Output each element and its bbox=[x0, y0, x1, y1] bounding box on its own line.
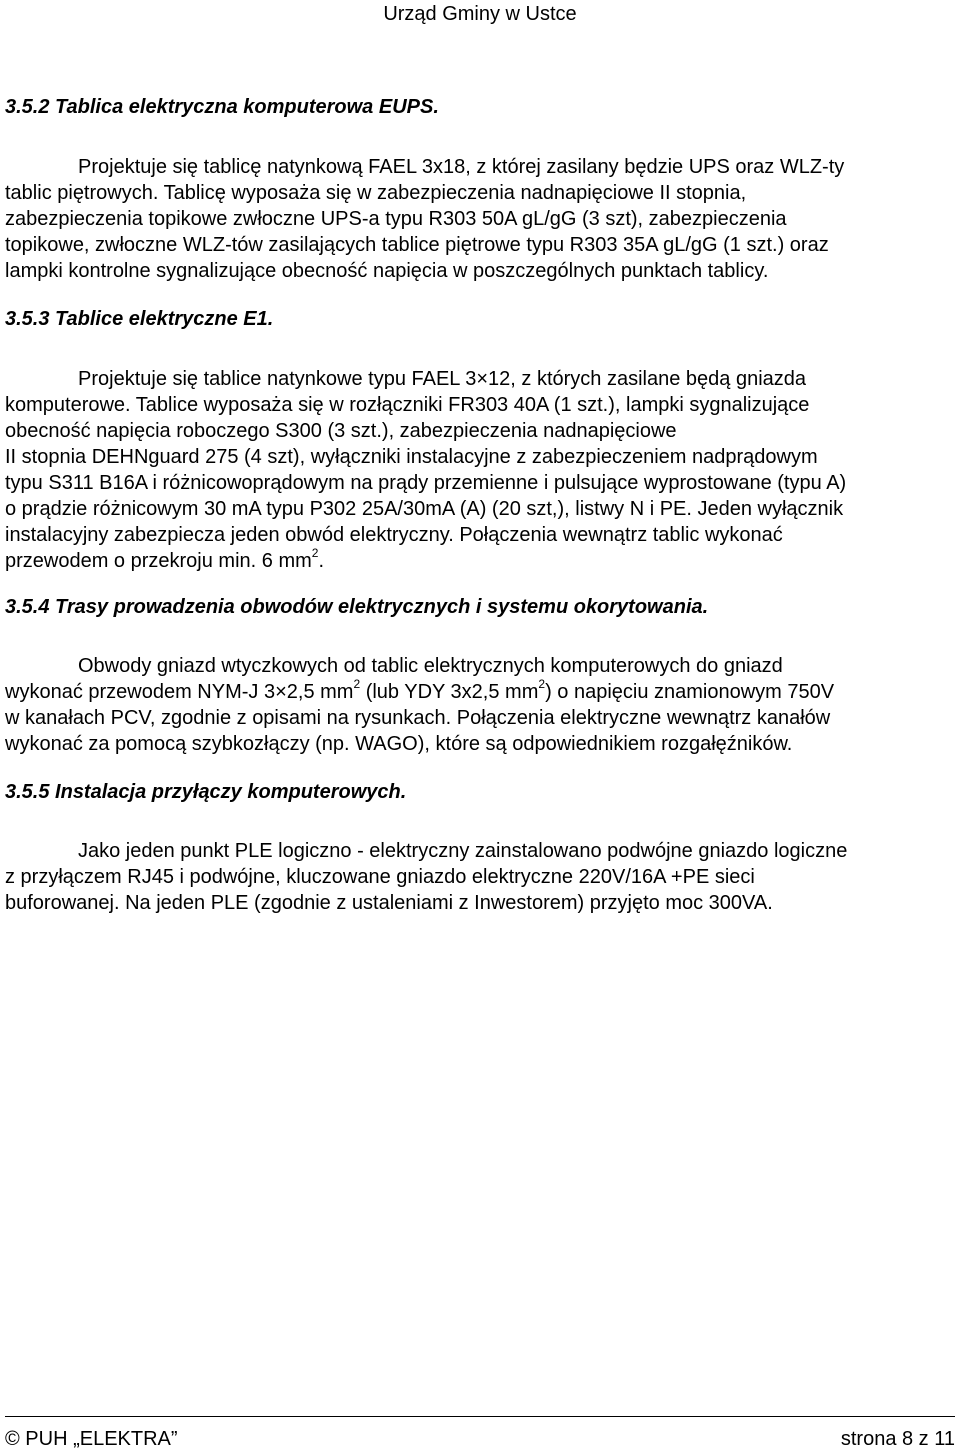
superscript: 2 bbox=[311, 546, 319, 561]
line-text: ) o napięciu znamionowym 750V bbox=[545, 681, 835, 703]
paragraph-line bbox=[5, 548, 955, 574]
paragraph-line: Jako jeden punkt PLE logiczno - elektryczny zainstalowano podwójne gniazdo logiczne bbox=[78, 840, 848, 862]
page-footer bbox=[5, 1416, 955, 1450]
paragraph-line: Projektuje się tablicę natynkową FAEL 3x18, z której zasilany będzie UPS oraz WLZ-ty bbox=[78, 156, 845, 178]
superscript: 2 bbox=[353, 677, 361, 692]
paragraph-3-5-3 bbox=[5, 366, 955, 574]
paragraph-line: buforowanej. Na jeden PLE (zgodnie z ustaleniami z Inwestorem) przyjęto moc 300VA. bbox=[5, 892, 773, 914]
line-end: . bbox=[318, 550, 325, 572]
paragraph-line: z przyłączem RJ45 i podwójne, kluczowane gniazdo elektryczne 220V/16A +PE sieci bbox=[5, 866, 755, 888]
paragraph-line bbox=[5, 679, 955, 705]
paragraph-line: tablic piętrowych. Tablicę wyposaża się w zabezpieczenia nadnapięciowe II stopnia, bbox=[5, 182, 747, 204]
section-heading-3-5-4: 3.5.4 Trasy prowadzenia obwodów elektrycznych i systemu okorytowania. bbox=[5, 596, 709, 618]
paragraph-3-5-5 bbox=[5, 838, 955, 916]
paragraph-line: obecność napięcia roboczego S300 (3 szt.), zabezpieczenia nadnapięciowe bbox=[5, 420, 677, 442]
paragraph-line: instalacyjny zabezpiecza jeden obwód elektryczny. Połączenia wewnątrz tablic wykonać bbox=[5, 524, 783, 546]
paragraph-line: o prądzie różnicowym 30 mA typu P302 25A/30mA (A) (20 szt,), listwy N i PE. Jeden wyłącznik bbox=[5, 498, 844, 520]
paragraph-line: komputerowe. Tablice wyposaża się w rozłączniki FR303 40A (1 szt.), lampki sygnalizujące bbox=[5, 394, 810, 416]
superscript: 2 bbox=[538, 677, 546, 692]
section-heading-3-5-2: 3.5.2 Tablica elektryczna komputerowa EUPS. bbox=[5, 96, 439, 118]
paragraph-3-5-2 bbox=[5, 154, 955, 284]
paragraph-line: Projektuje się tablice natynkowe typu FAEL 3×12, z których zasilane będą gniazda bbox=[78, 368, 807, 390]
page-header: Urząd Gminy w Ustce bbox=[383, 3, 577, 25]
paragraph-line: II stopnia DEHNguard 275 (4 szt), wyłączniki instalacyjne z zabezpieczeniem nadprądowym bbox=[5, 446, 818, 468]
line-text: przewodem o przekroju min. 6 mm bbox=[5, 550, 312, 572]
line-text: wykonać przewodem NYM-J 3×2,5 mm bbox=[5, 681, 354, 703]
section-heading-3-5-3: 3.5.3 Tablice elektryczne E1. bbox=[5, 308, 274, 330]
footer-copyright: © PUH „ELEKTRA” bbox=[5, 1428, 178, 1450]
paragraph-line: topikowe, zwłoczne WLZ-tów zasilających tablice piętrowe typu R303 35A gL/gG (1 szt.) oraz bbox=[5, 234, 829, 256]
paragraph-line: Obwody gniazd wtyczkowych od tablic elektrycznych komputerowych do gniazd bbox=[78, 655, 783, 677]
paragraph-line: lampki kontrolne sygnalizujące obecność napięcia w poszczególnych punktach tablicy. bbox=[5, 260, 769, 282]
paragraph-line: typu S311 B16A i różnicowoprądowym na prądy przemienne i pulsujące wyprostowane (typu A) bbox=[5, 472, 847, 494]
paragraph-3-5-4 bbox=[5, 653, 955, 757]
paragraph-line: w kanałach PCV, zgodnie z opisami na rysunkach. Połączenia elektryczne wewnątrz kanałów bbox=[5, 707, 831, 729]
paragraph-line: zabezpieczenia topikowe zwłoczne UPS-a typu R303 50A gL/gG (3 szt), zabezpieczenia bbox=[5, 208, 787, 230]
paragraph-line: wykonać za pomocą szybkozłączy (np. WAGO), które są odpowiednikiem rozgałęźników. bbox=[5, 733, 793, 755]
page-number: strona 8 z 11 bbox=[840, 1428, 955, 1450]
line-text: (lub YDY 3x2,5 mm bbox=[360, 681, 539, 703]
section-heading-3-5-5: 3.5.5 Instalacja przyłączy komputerowych. bbox=[5, 781, 407, 803]
